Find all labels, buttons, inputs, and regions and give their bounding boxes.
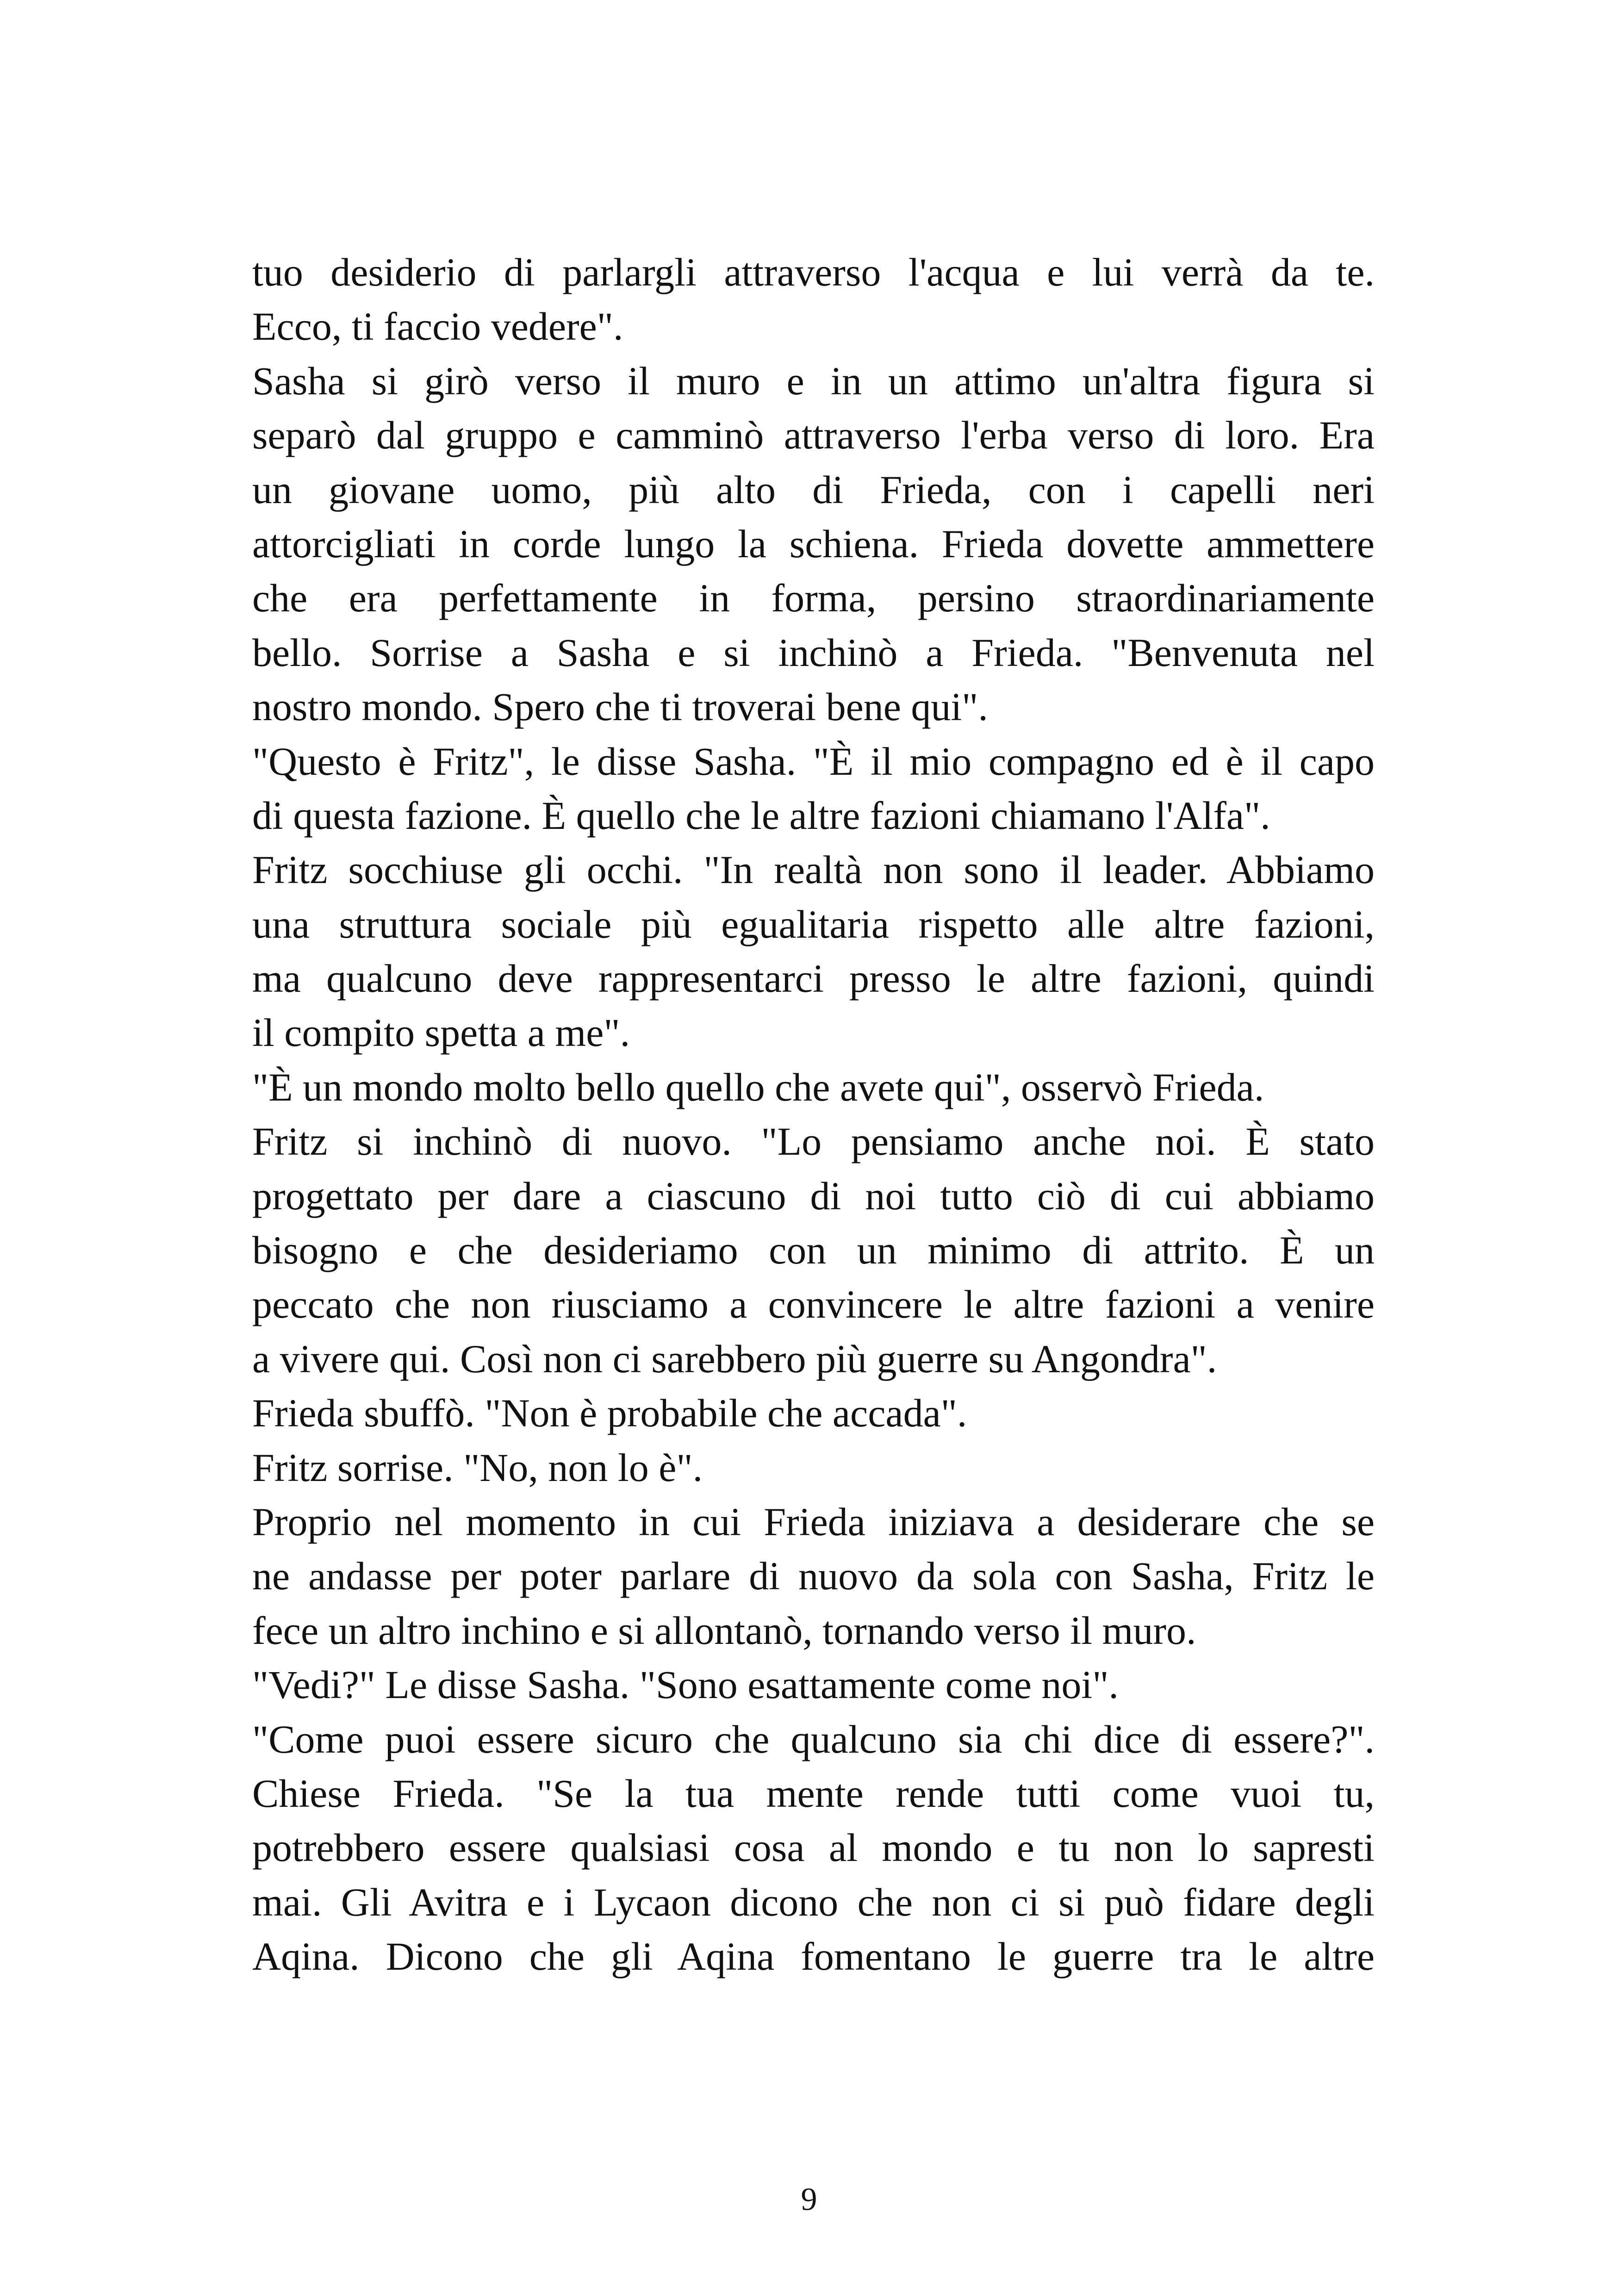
- page-number: 9: [801, 2182, 817, 2217]
- text-line: attorcigliati in corde lungo la schiena. Frieda dovette ammettere: [252, 521, 1375, 566]
- text-line: progettato per dare a ciascuno di noi tutto ciò di cui abbiamo: [252, 1173, 1375, 1218]
- text-line: bello. Sorrise a Sasha e si inchinò a Frieda. "Benvenuta nel: [252, 630, 1375, 675]
- text-line: il compito spetta a me".: [252, 1010, 630, 1055]
- text-line: un giovane uomo, più alto di Frieda, con i capelli neri: [252, 467, 1375, 512]
- text-line: a vivere qui. Così non ci sarebbero più guerre su Angondra".: [252, 1336, 1217, 1381]
- text-line: "È un mondo molto bello quello che avete qui", osservò Frieda.: [252, 1064, 1264, 1109]
- text-line: una struttura sociale più egualitaria rispetto alle altre fazioni,: [252, 902, 1375, 946]
- text-line: Proprio nel momento in cui Frieda iniziava a desiderare che se: [252, 1499, 1375, 1544]
- text-line: Sasha si girò verso il muro e in un attimo un'altra figura si: [252, 358, 1375, 403]
- text-line: mai. Gli Avitra e i Lycaon dicono che non ci si può fidare degli: [252, 1879, 1375, 1924]
- text-line: tuo desiderio di parlargli attraverso l'acqua e lui verrà da te.: [252, 250, 1375, 294]
- text-line: Ecco, ti faccio vedere".: [252, 304, 623, 349]
- text-line: che era perfettamente in forma, persino straordinariamente: [252, 576, 1375, 621]
- text-line: Frieda sbuffò. "Non è probabile che accada".: [252, 1391, 967, 1436]
- text-line: separò dal gruppo e camminò attraverso l'erba verso di loro. Era: [252, 413, 1375, 458]
- text-line: fece un altro inchino e si allontanò, tornando verso il muro.: [252, 1608, 1196, 1653]
- text-line: ma qualcuno deve rappresentarci presso le altre fazioni, quindi: [252, 956, 1375, 1001]
- text-line: "Questo è Fritz", le disse Sasha. "È il mio compagno ed è il capo: [252, 739, 1375, 784]
- text-line: "Come puoi essere sicuro che qualcuno sia chi dice di essere?".: [252, 1717, 1375, 1761]
- text-line: ne andasse per poter parlare di nuovo da sola con Sasha, Fritz le: [252, 1554, 1375, 1599]
- text-line: Fritz si inchinò di nuovo. "Lo pensiamo anche noi. È stato: [252, 1119, 1375, 1164]
- text-line: potrebbero essere qualsiasi cosa al mondo e tu non lo sapresti: [252, 1825, 1375, 1870]
- text-line: Chiese Frieda. "Se la tua mente rende tutti come vuoi tu,: [252, 1771, 1375, 1816]
- text-line: Aqina. Dicono che gli Aqina fomentano le guerre tra le altre: [252, 1934, 1375, 1979]
- text-line: bisogno e che desideriamo con un minimo di attrito. È un: [252, 1228, 1375, 1273]
- text-line: Fritz sorrise. "No, non lo è".: [252, 1445, 703, 1490]
- text-line: di questa fazione. È quello che le altre fazioni chiamano l'Alfa".: [252, 793, 1270, 838]
- text-line: Fritz socchiuse gli occhi. "In realtà non sono il leader. Abbiamo: [252, 847, 1375, 892]
- body-text: [252, 245, 1375, 1984]
- text-line: "Vedi?" Le disse Sasha. "Sono esattamente come noi".: [252, 1662, 1119, 1707]
- text-line: peccato che non riusciamo a convincere le altre fazioni a venire: [252, 1282, 1375, 1327]
- text-line: nostro mondo. Spero che ti troverai bene qui".: [252, 684, 988, 729]
